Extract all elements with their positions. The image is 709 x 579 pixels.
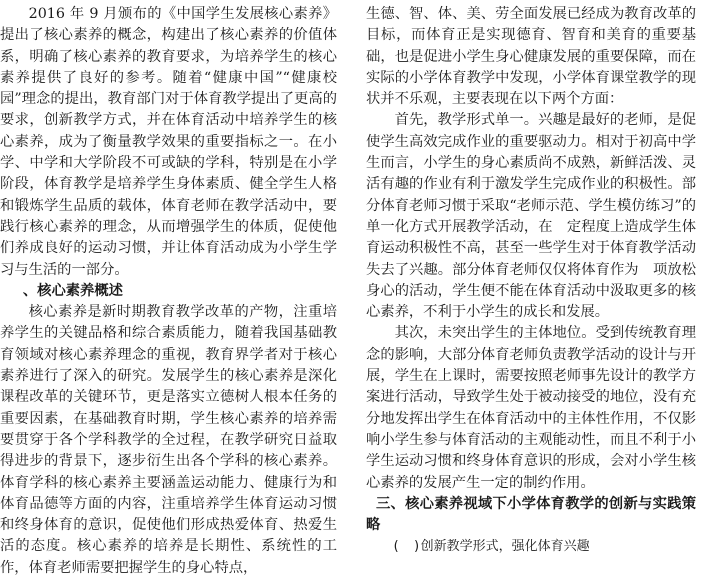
problem-paragraph-second: 其次，未突出学生的主体地位。受到传统教育理念的影响，大部分体育老师负责教学活动的设计与开展，学生在上课时，需要按照老师事先设计的教学方案进行活动，导致学生处于被动接受的地位，没有充分地发挥出学生在体育活动中的主体性作用，不仅影响小学生参与体育活动的主观能动性，而且不利于小学生运动习惯和终身体育意识的形成，会对小学生核心素养的发展产生一定的制约作用。 [366,325,696,491]
overview-paragraph: 核心素养是新时期教育教学改革的产物，注重培养学生的关键品格和综合素质能力，随着我国基础教育领域对核心素养理念的重视，教育界学者对于核心素养进行了深入的研究。发展学生的核心素养是深化课程改革的关键环节，更是落实立德树人根本任务的重要因素，在基础教育时期，学生核心素养的培养需要贯穿于各个学科教学的全过程，在教学研究日益取得进步的背景下，逐步衍生出各个学科的核心素养。体育学科的核心素养主要涵盖运动能力、健康行为和体育品德等方面的内容，注重培养学生体育运动习惯和终身体育的意识，促使他们形成热爱体育、热爱生活的态度。核心素养的培养是长期性、系统性的工作，体育老师需要把握学生的身心特点， [0,304,337,576]
section-heading-strategies: 三、核心素养视域下小学体育教学的创新与实践策略 [366,495,696,534]
intro-paragraph: 2016 年 9 月颁布的《中国学生发展核心素养》提出了核心素养的概念，构建出了核心素养的价值体系，明确了核心素养的教育要求，为培养学生的核心素养提供了良好的参考。随着“健康中国”“健康校园”理念的提出，教育部门对于体育教学提出了更高的要求，创新教学方式，并在体育活动中培养学生的核心素养，成为了衡量教学效果的重要指标之一。在小学、中学和大学阶段不可或缺的学科，特别是在小学阶段，体育教学是培养学生身体素质、健全学生人格和锻炼学生品质的载体，体育老师在教学活动中，要践行核心素养的理念，从而增强学生的体质，促使他们养成良好的运动习惯，并让体育活动成为小学生学习与生活的一部分。 [0,6,337,278]
section-heading-overview: 、核心素养概述 [22,282,123,299]
continued-paragraph: 生德、智、体、美、劳全面发展已经成为教育改革的目标，而体育正是实现德育、智育和美育的重要基础，也是促进小学生身心健康发展的重要保障，而在实际的小学体育教学中发现，小学体育课堂教学的现状并不乐观，主要表现在以下两个方面： [366,6,696,108]
problem-paragraph-first: 首先，教学形式单一。兴趣是最好的老师，是促使学生高效完成作业的重要驱动力。相对于初高中学生而言，小学生的身心素质尚不成熟，新鲜活泼、灵活有趣的作业有利于激发学生完成作业的积极性。部分体育老师习惯于采取“老师示范、学生模仿练习”的单一化方式开展教学活动，在 定程度上造成学生体育运动积极性不高，甚至一些学生对于体育教学活动失去了兴趣。部分体育老师仅仅将体育作为 项放松身心的活动，学生便不能在体育活动中汲取更多的核心素养，不利于小学生的成长和发展。 [366,112,696,321]
subsection-heading-innovate: ( )创新教学形式，强化体育兴趣 [392,539,590,555]
right-column [366,4,696,558]
left-column [0,4,337,579]
